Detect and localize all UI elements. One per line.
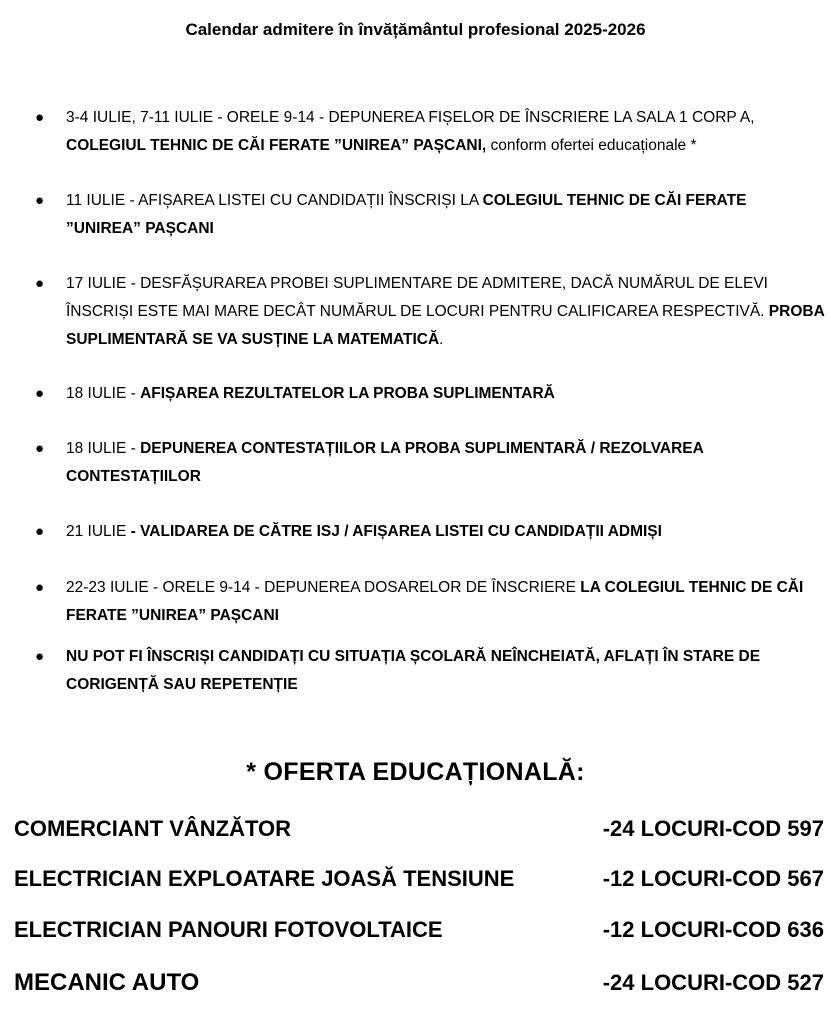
bullet-icon: ●: [35, 440, 45, 457]
item-text: conform ofertei educaționale *: [486, 137, 697, 154]
item-text: 18 IULIE -: [66, 385, 141, 402]
calendar-item-1: [30, 104, 825, 160]
calendar-item-2: [30, 187, 825, 243]
qualification-name: ELECTRICIAN EXPLOATARE JOASĂ TENSIUNE: [14, 866, 515, 891]
offer-row: [14, 812, 824, 846]
page-title: Calendar admitere în învățământul profesional 2025-2026: [185, 20, 646, 39]
calendar-item-3: [30, 270, 825, 354]
item-text-bold: - VALIDAREA DE CĂTRE ISJ / AFIȘAREA LISTEI CU CANDIDAȚII ADMIȘI: [130, 523, 662, 540]
calendar-item-4: [30, 380, 825, 408]
bullet-icon: ●: [35, 275, 45, 292]
bullet-icon: ●: [35, 523, 45, 540]
qualification-name: ELECTRICIAN PANOURI FOTOVOLTAICE: [14, 917, 443, 942]
item-text-bold: DEPUNEREA CONTESTAȚIILOR LA PROBA SUPLIMENTARĂ / REZOLVAREA CONTESTAȚIILOR: [66, 440, 704, 485]
bullet-icon: ●: [35, 192, 45, 209]
offer-row: [14, 862, 824, 896]
bullet-icon: ●: [35, 648, 45, 665]
item-text-bold: NU POT FI ÎNSCRIȘI CANDIDAȚI CU SITUAȚIA ȘCOLARĂ NEÎNCHEIATĂ, AFLAȚI ÎN STARE DE CORIGENȚĂ SAU REPETENȚIE: [66, 648, 761, 693]
qualification-places: -24 LOCURI-COD 527: [602, 970, 824, 995]
calendar-item-7: [30, 574, 825, 630]
qualification-places: -24 LOCURI-COD 597: [602, 816, 824, 841]
item-text: 3-4 IULIE, 7-11 IULIE - ORELE 9-14 - DEPUNEREA FIȘELOR DE ÎNSCRIERE LA SALA 1 CORP A,: [66, 109, 755, 126]
item-text: .: [439, 331, 444, 348]
qualification-places: -12 LOCURI-COD 567: [602, 866, 824, 891]
bullet-icon: ●: [35, 579, 45, 596]
offer-row: [14, 966, 824, 1000]
item-text-bold: COLEGIUL TEHNIC DE CĂI FERATE ”UNIREA” PAȘCANI: [66, 192, 747, 237]
item-text-bold: AFIȘAREA REZULTATELOR LA PROBA SUPLIMENTARĂ: [140, 385, 555, 402]
item-text-bold: PROBA SUPLIMENTARĂ SE VA SUSȚINE LA MATEMATICĂ: [66, 303, 825, 348]
qualification-places: -12 LOCURI-COD 636: [602, 917, 824, 942]
offer-row: [14, 913, 824, 947]
calendar-item-6: [30, 518, 825, 546]
qualification-name: COMERCIANT VÂNZĂTOR: [14, 816, 292, 841]
calendar-item-5: [30, 435, 825, 491]
qualification-name: MECANIC AUTO: [14, 969, 200, 996]
item-text: 22-23 IULIE - ORELE 9-14 - DEPUNEREA DOSARELOR DE ÎNSCRIERE: [66, 579, 581, 596]
item-text-bold: COLEGIUL TEHNIC DE CĂI FERATE ”UNIREA” PAȘCANI,: [66, 137, 487, 154]
bullet-icon: ●: [35, 385, 45, 402]
item-text: 21 IULIE: [66, 523, 131, 540]
calendar-item-8: [30, 643, 825, 699]
bullet-icon: ●: [35, 109, 45, 126]
item-text: 17 IULIE - DESFĂȘURAREA PROBEI SUPLIMENTARE DE ADMITERE, DACĂ NUMĂRUL DE ELEVI ÎNSCRIȘI ESTE MAI MARE DECÂT NUMĂRUL DE LOCURI PENTRU CALIFICAREA RESPECTIVĂ.: [66, 275, 769, 320]
item-text-bold: LA COLEGIUL TEHNIC DE CĂI FERATE ”UNIREA” PAȘCANI: [66, 579, 804, 624]
item-text: 18 IULIE -: [66, 440, 141, 457]
offer-title: * OFERTA EDUCAȚIONALĂ:: [246, 758, 585, 786]
item-text: 11 IULIE - AFIȘAREA LISTEI CU CANDIDAȚII ÎNSCRIȘI LA: [66, 192, 483, 209]
